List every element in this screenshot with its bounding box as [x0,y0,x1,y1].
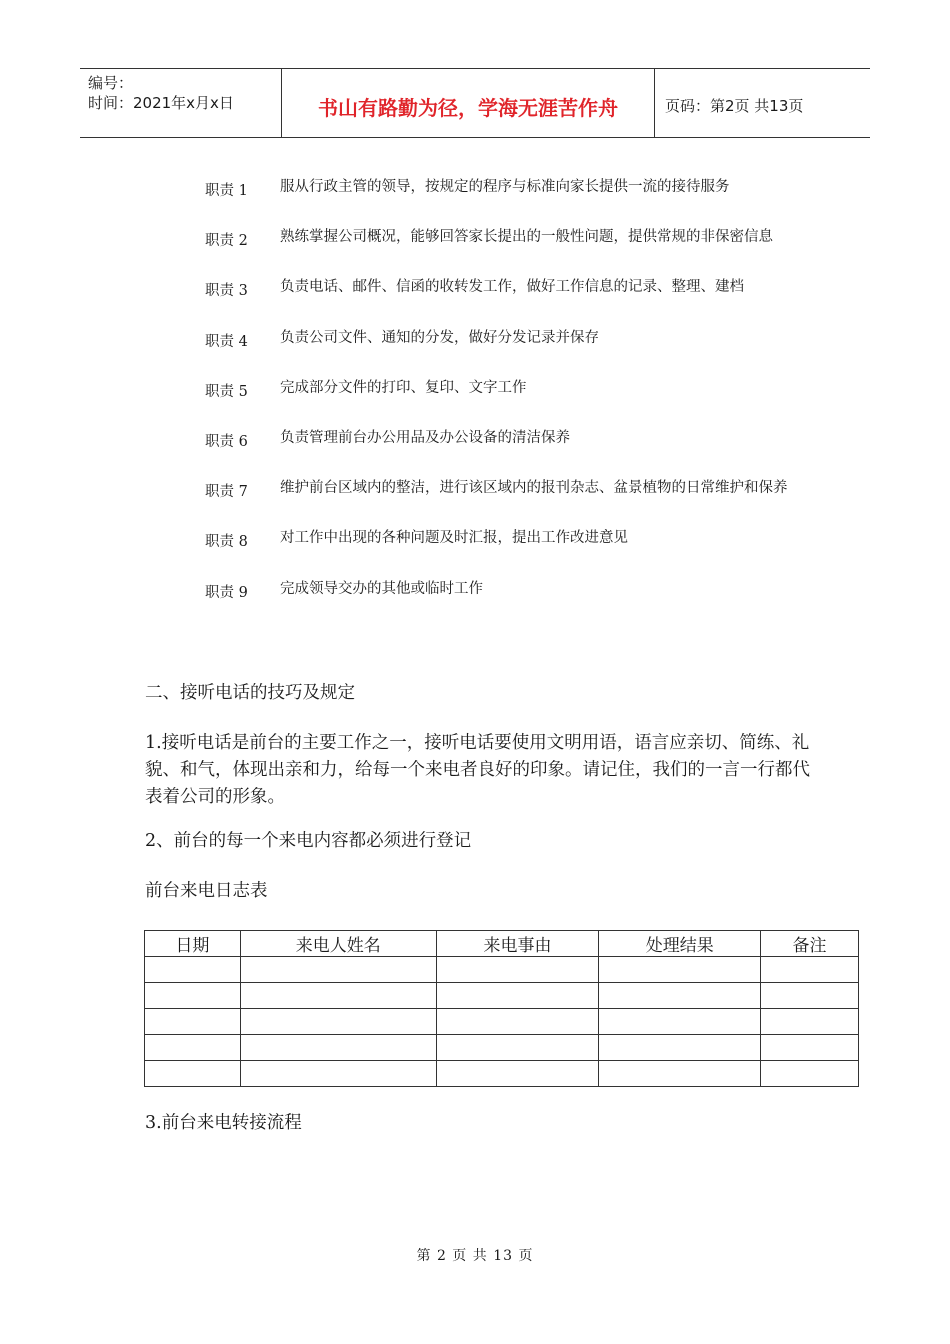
table-header-cell: 来电人姓名 [240,931,436,957]
duty-text: 服从行政主管的领导，按规定的程序与标准向家长提供一流的接待服务 [280,179,730,195]
paragraph-phone-etiquette: 1.接听电话是前台的主要工作之一，接听电话要使用文明用语，语言应亲切、简练、礼貌、和气，体现出亲和力，给每一个来电者良好的印象。请记住，我们的一言一行都代表着公司的形象。 [145,733,810,807]
table-cell [599,1061,761,1087]
duty-text: 熟练掌握公司概况，能够回答家长提出的一般性问题，提供常规的非保密信息 [280,229,773,246]
table-title: 前台来电日志表 [145,881,268,901]
call-log-table [144,930,859,1087]
section-title: 二、接听电话的技巧及规定 [145,683,355,703]
table-cell [761,983,859,1009]
header-meta [80,69,282,137]
paragraph-call-registration: 2、前台的每一个来电内容都必须进行登记 [145,831,472,851]
table-cell [145,957,241,983]
table-header-cell: 备注 [761,931,859,957]
table-cell [761,1035,859,1061]
duty-item [205,226,865,276]
header-date-label: 时间：2021年x月x日 [88,94,234,112]
duty-label: 职责 7 [205,484,248,501]
table-cell [240,983,436,1009]
table-cell [436,983,599,1009]
table-header-row [145,931,859,957]
duty-item [205,578,865,628]
document-header [80,68,870,138]
table-cell [436,1061,599,1087]
table-cell [761,1061,859,1087]
table-header-cell: 日期 [145,931,241,957]
table-cell [145,1009,241,1035]
table-header-cell: 处理结果 [599,931,761,957]
header-page-info: 页码：第2页 共13页 [665,96,804,115]
table-row [145,1035,859,1061]
table-cell [761,1009,859,1035]
table-cell [240,1009,436,1035]
table-row [145,957,859,983]
table-cell [240,1061,436,1087]
table-cell [761,957,859,983]
duty-item [205,176,865,226]
duty-label: 职责 2 [205,233,248,250]
paragraph-call-transfer: 3.前台来电转接流程 [145,1113,302,1133]
duty-text: 负责管理前台办公用品及办公设备的清洁保养 [280,429,570,446]
table-row [145,1009,859,1035]
table-cell [436,1009,599,1035]
table-cell [599,1009,761,1035]
duty-label: 职责 1 [205,183,248,199]
table-cell [240,1035,436,1061]
table-cell [145,1061,241,1087]
duty-item [205,527,865,577]
table-header-cell: 来电事由 [436,931,599,957]
page-footer: 第 2 页 共 13 页 [416,1248,534,1264]
duty-label: 职责 9 [205,584,248,601]
table-cell [145,1035,241,1061]
duty-text: 维护前台区域内的整洁，进行该区域内的报刊杂志、盆景植物的日常维护和保养 [280,480,788,497]
table-cell [599,983,761,1009]
table-cell [599,1035,761,1061]
duty-label: 职责 6 [205,433,248,450]
duty-item [205,477,865,527]
duty-text: 负责公司文件、通知的分发，做好分发记录并保存 [280,329,599,346]
table-cell [145,983,241,1009]
header-number-label: 编号： [88,74,134,92]
duty-label: 职责 4 [205,333,248,350]
table-row [145,1061,859,1087]
duty-text: 对工作中出现的各种问题及时汇报，提出工作改进意见 [280,530,628,547]
duty-item [205,427,865,477]
duty-item [205,377,865,427]
header-motto: 书山有路勤为径，学海无涯苦作舟 [282,69,655,137]
duty-label: 职责 8 [205,534,248,551]
duty-label: 职责 5 [205,383,248,400]
table-cell [436,1035,599,1061]
table-cell [436,957,599,983]
table-row [145,983,859,1009]
duty-text: 完成部分文件的打印、复印、文字工作 [280,379,527,396]
duty-text: 完成领导交办的其他或临时工作 [280,580,483,597]
duty-text: 负责电话、邮件、信函的收转发工作，做好工作信息的记录、整理、建档 [280,279,744,296]
duties-list [205,176,865,628]
duty-label: 职责 3 [205,283,248,300]
table-cell [240,957,436,983]
duty-item [205,327,865,377]
duty-item [205,276,865,326]
table-cell [599,957,761,983]
